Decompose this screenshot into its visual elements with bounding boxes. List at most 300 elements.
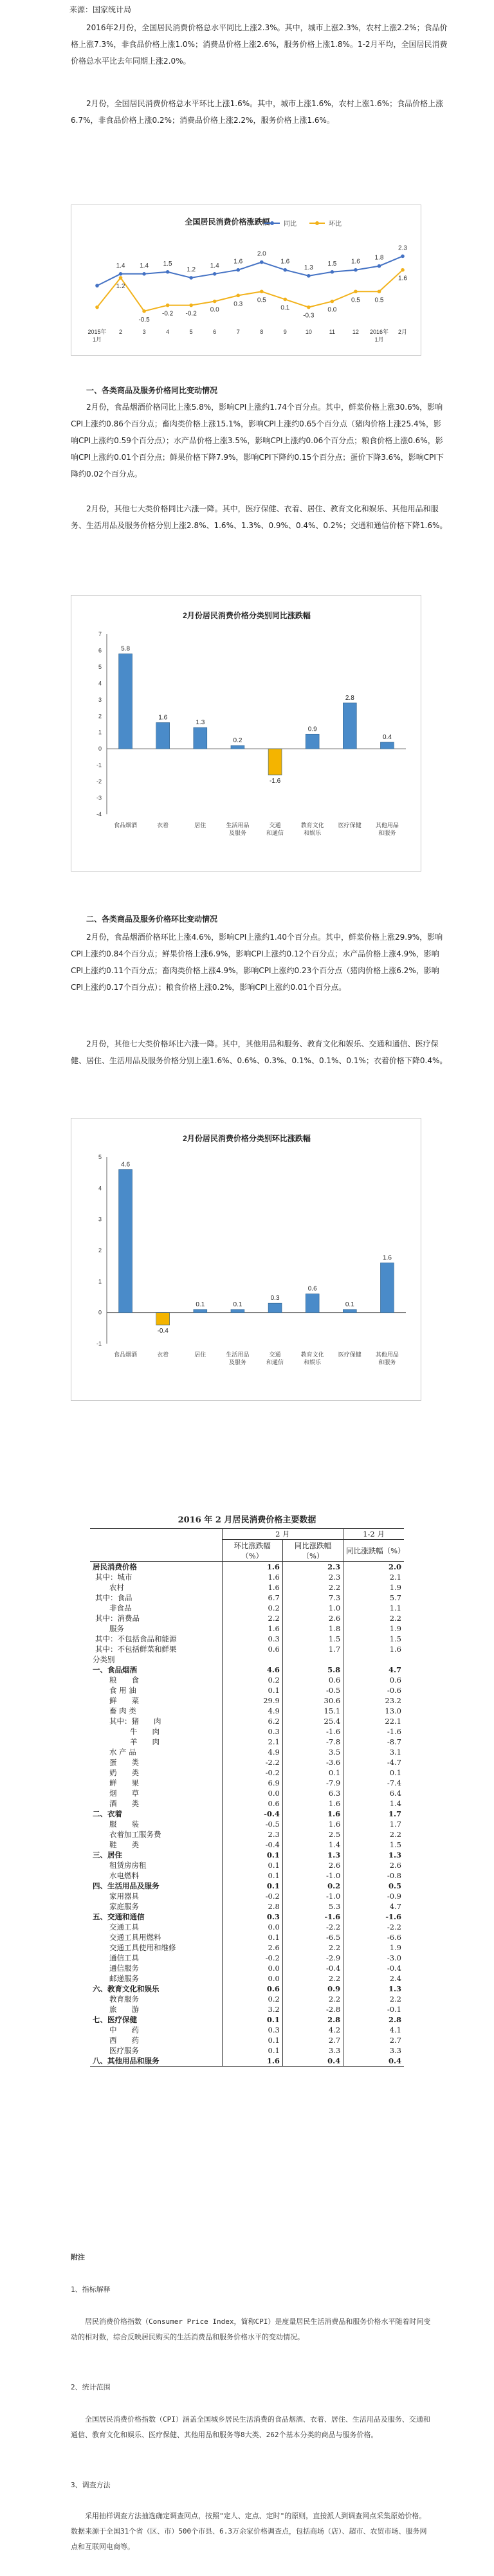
- table-row-label: 交通工具使用和维修: [109, 1943, 176, 1952]
- paragraph-yoy-other: 2月份，其他七大类价格同比六涨一降。其中，医疗保健、衣着、居住、教育文化和娱乐、其他用品和服务、生活用品及服务价格分别上涨2.8%、1.6%、1.3%、0.9%、0.4%、0.2%；交通和通信价格下降1.6%。: [71, 504, 448, 530]
- table-row-label: 西 药: [109, 2036, 139, 2045]
- y-tick-label: 0: [98, 1309, 102, 1316]
- y-tick-label: 2: [98, 1247, 102, 1254]
- table-cell: 2.2: [282, 1973, 343, 1984]
- data-label: 1.8: [374, 254, 384, 262]
- paragraph-yoy-summary: 2016年2月份，全国居民消费价格总水平同比上涨2.3%。其中，城市上涨2.3%，农村上涨2.2%；食品价格上涨7.3%，非食品价格上涨1.0%；消费品价格上涨2.6%，服务价格上涨1.8%。1-2月平均，全国居民消费价格总水平比去年同期上涨2.0%。: [71, 23, 448, 66]
- table-cell: -0.8: [343, 1870, 404, 1881]
- y-tick-label: -4: [96, 811, 102, 818]
- x-tick-label: 及服务: [228, 830, 246, 836]
- legend-label: 环比: [329, 221, 342, 228]
- x-tick-label: 9: [283, 329, 287, 335]
- x-tick-label: 3: [142, 329, 146, 335]
- data-label: 0.9: [307, 726, 317, 733]
- table-row-label: 酒 类: [109, 1799, 139, 1808]
- table-row: [90, 1623, 404, 1634]
- table-cell: 0.3: [222, 1726, 282, 1737]
- table-row-label: 食 用 油: [109, 1686, 136, 1695]
- table-row: [90, 1603, 404, 1613]
- table-cell: 2.6: [343, 1860, 404, 1870]
- table-row-label: 四、生活用品及服务: [93, 1881, 160, 1890]
- y-tick-label: 3: [98, 1216, 102, 1223]
- table-cell: 3.3: [282, 2045, 343, 2056]
- table-cell: 1.4: [282, 1840, 343, 1850]
- data-point: [166, 304, 170, 307]
- table-cell: 2.7: [282, 2035, 343, 2045]
- x-tick-label: 其他用品: [375, 822, 399, 828]
- table-row-label: 分类别: [93, 1655, 115, 1664]
- table-row: [90, 1881, 404, 1891]
- table-cell: -2.2: [282, 1922, 343, 1932]
- table-row: [90, 2056, 404, 2067]
- x-tick-label: 食品烟酒: [114, 822, 138, 828]
- table-row: [90, 1654, 404, 1665]
- table-title: 2016 年 2 月居民消费价格主要数据: [178, 1515, 316, 1525]
- x-tick-label: 交通: [269, 822, 281, 828]
- x-tick-label: 其他用品: [375, 1351, 399, 1358]
- table-cell: 2.2: [282, 1582, 343, 1593]
- x-tick-label: 和服务: [378, 830, 396, 836]
- table-cell: 0.1: [222, 2014, 282, 2025]
- data-label: 1.5: [327, 260, 337, 268]
- table-cell: 13.0: [343, 1706, 404, 1716]
- x-tick-label: 2015年: [87, 329, 107, 335]
- table-cell: 1.9: [343, 1623, 404, 1634]
- bar-chart-yoy: [71, 595, 421, 872]
- table-cell: 1.7: [282, 1644, 343, 1654]
- data-point: [142, 272, 146, 276]
- y-tick-label: 1: [98, 1278, 102, 1285]
- x-tick-label: 教育文化: [300, 822, 324, 828]
- table-cell: 7.3: [282, 1593, 343, 1603]
- table-cell: 2.7: [343, 2035, 404, 2045]
- table-row-label: 水电燃料: [109, 1871, 139, 1880]
- table-cell: 5.3: [282, 1901, 343, 1912]
- data-point: [401, 255, 405, 259]
- table-row-label: 奶 类: [109, 1768, 139, 1777]
- appendix-text-1: 居民消费价格指数（Consumer Price Index，简称CPI）是度量居民生活消费品和服务价格水平随着时间变动的相对数，综合反映居民购买的生活消费品和服务价格水平的变动情况。: [71, 2317, 431, 2341]
- table-cell: 1.6: [282, 1819, 343, 1829]
- data-label: 1.6: [280, 258, 290, 266]
- table-row-label: 其中：不包括食品和能源: [95, 1634, 177, 1643]
- table-cell: -1.0: [282, 1891, 343, 1901]
- table-row-label: 牛 肉: [130, 1727, 160, 1736]
- data-point: [284, 268, 288, 272]
- data-point: [236, 294, 240, 298]
- bar: [194, 727, 207, 749]
- data-label: 0.3: [233, 300, 243, 308]
- x-tick-label: 生活用品: [226, 1351, 250, 1358]
- data-label: -0.5: [138, 316, 150, 324]
- table-row: [90, 1994, 404, 2004]
- section-heading-yoy: 一、各类商品及服务价格同比变动情况: [86, 386, 218, 395]
- table-row: [90, 2025, 404, 2035]
- data-label: 1.4: [140, 262, 149, 269]
- table-cell: 4.7: [343, 1665, 404, 1675]
- data-point: [260, 260, 264, 264]
- data-label: 1.2: [187, 266, 196, 273]
- table-row-label: 旅 游: [109, 2005, 139, 2014]
- table-cell: 0.1: [222, 1850, 282, 1860]
- data-label: 0.5: [257, 297, 266, 304]
- x-tick-label: 衣着: [157, 822, 169, 828]
- table-cell: -7.4: [343, 1778, 404, 1788]
- table-cell: -0.4: [282, 1963, 343, 1973]
- bar: [343, 1310, 356, 1313]
- data-label: 0.5: [374, 297, 384, 304]
- legend-marker: [270, 221, 274, 225]
- table-row-label: 鲜 菜: [109, 1696, 139, 1705]
- table-cell: -1.6: [282, 1726, 343, 1737]
- table-cell: 0.2: [222, 1603, 282, 1613]
- table-row: [90, 1850, 404, 1860]
- bar: [306, 1294, 319, 1313]
- table-row: [90, 1675, 404, 1685]
- table-cell: 1.0: [282, 1603, 343, 1613]
- y-tick-label: 3: [98, 696, 102, 703]
- data-point: [119, 272, 123, 276]
- table-row: [90, 1644, 404, 1654]
- data-point: [307, 274, 311, 278]
- data-label: 1.6: [351, 258, 360, 266]
- table-cell: 0.4: [282, 2056, 343, 2067]
- data-label: 1.3: [196, 719, 205, 727]
- table-cell: 1.5: [343, 1840, 404, 1850]
- table-cell: 0.0: [222, 1963, 282, 1973]
- table-cell: 1.1: [343, 1603, 404, 1613]
- table-row: [90, 2004, 404, 2014]
- table-cell: 1.7: [343, 1809, 404, 1819]
- data-point: [189, 304, 193, 307]
- table-cell: 0.6: [222, 1798, 282, 1809]
- table-cell: 25.4: [282, 1716, 343, 1726]
- table-row: [90, 2045, 404, 2056]
- chart-title: 2月份居民消费价格分类别环比涨跌幅: [183, 1134, 311, 1143]
- table-cell: 2.8: [282, 2014, 343, 2025]
- table-row-label: 通信工具: [109, 1953, 139, 1962]
- table-row: [90, 1685, 404, 1695]
- table-row-label: 交通工具: [109, 1923, 139, 1932]
- table-cell: 2.6: [222, 1942, 282, 1953]
- table-row-label: 其中：不包括鲜菜和鲜果: [95, 1645, 177, 1654]
- x-tick-label: 医疗保健: [338, 1351, 361, 1358]
- x-tick-label: 交通: [269, 1351, 281, 1358]
- table-cell: -0.4: [222, 1809, 282, 1819]
- table-cell: 0.6: [343, 1675, 404, 1685]
- x-tick-label: 食品烟酒: [114, 1351, 138, 1358]
- data-point: [354, 289, 358, 293]
- table-row: [90, 1963, 404, 1973]
- y-tick-label: 5: [98, 663, 102, 670]
- data-point: [331, 300, 334, 304]
- bar-chart-mom: [71, 1118, 421, 1401]
- table-row: [90, 1922, 404, 1932]
- x-tick-label: 2: [119, 329, 123, 335]
- table-row-label: 家庭服务: [109, 1902, 139, 1911]
- table-row: [90, 2014, 404, 2025]
- data-label: 0.0: [210, 306, 219, 314]
- table-cell: 2.8: [343, 2014, 404, 2025]
- table-row: [90, 1716, 404, 1726]
- table-cell: 2.4: [343, 1973, 404, 1984]
- table-cell: 2.2: [282, 1994, 343, 2004]
- table-cell: 1.5: [343, 1634, 404, 1644]
- bar: [231, 745, 244, 749]
- table-cell: -0.5: [222, 1819, 282, 1829]
- data-label: 1.5: [163, 260, 172, 268]
- y-tick-label: 4: [98, 1185, 102, 1192]
- bar: [119, 1169, 133, 1312]
- table-cell: 5.8: [282, 1665, 343, 1675]
- table-row: [90, 1757, 404, 1768]
- table-row-label: 农村: [109, 1583, 124, 1592]
- table-row-label: 七、医疗保健: [93, 2015, 137, 2024]
- table-cell: 1.6: [222, 1623, 282, 1634]
- table-row-label: 畜 肉 类: [109, 1706, 136, 1715]
- data-label: 1.6: [158, 714, 168, 722]
- table-row: [90, 1829, 404, 1840]
- table-row: [90, 1768, 404, 1778]
- data-label: 0.6: [307, 1285, 317, 1293]
- table-cell: 5.7: [343, 1593, 404, 1603]
- table-row-label: 鞋 类: [109, 1840, 139, 1849]
- bar: [156, 1313, 170, 1325]
- data-label: -1.6: [269, 777, 281, 785]
- table-cell: 22.1: [343, 1716, 404, 1726]
- table-row: [90, 1809, 404, 1819]
- table-cell: 1.9: [343, 1942, 404, 1953]
- table-row-label: 二、衣着: [93, 1809, 122, 1818]
- table-row-label: 教育服务: [109, 1995, 139, 2004]
- table-row-label: 粮 食: [109, 1676, 139, 1685]
- table-cell: 23.2: [343, 1695, 404, 1706]
- chart-title: 全国居民消费价格涨跌幅: [185, 217, 270, 226]
- table-cell: 0.0: [222, 1788, 282, 1798]
- table-cell: 1.3: [343, 1984, 404, 1994]
- x-tick-label: 衣着: [157, 1351, 169, 1358]
- data-label: -0.2: [161, 310, 174, 318]
- x-tick-label: 和通信: [266, 830, 284, 836]
- table-cell: -2.8: [282, 2004, 343, 2014]
- appendix-h1: 1、指标解释: [71, 2285, 111, 2294]
- table-cell: 4.7: [343, 1901, 404, 1912]
- bar-chart-mom-svg: [71, 1119, 422, 1402]
- x-tick-label: 5: [189, 329, 193, 335]
- appendix-h3: 3、调查方法: [71, 2481, 111, 2489]
- data-point: [378, 289, 381, 293]
- table-cell: 0.1: [222, 2035, 282, 2045]
- table-row: [90, 1942, 404, 1953]
- x-tick-label: 2016年: [369, 329, 389, 335]
- x-tick-label: 生活用品: [226, 822, 250, 828]
- y-tick-label: -3: [96, 794, 102, 801]
- x-tick-label: 10: [305, 329, 312, 335]
- table-cell: -3.0: [343, 1953, 404, 1963]
- table-cell: 0.1: [222, 1870, 282, 1881]
- table-row: [90, 1973, 404, 1984]
- x-tick-label: 2月: [398, 329, 408, 335]
- data-label: 2.8: [345, 694, 354, 702]
- table-cell: [343, 1654, 404, 1665]
- table-cell: 0.1: [343, 1768, 404, 1778]
- table-row-label: 鲜 果: [109, 1778, 139, 1787]
- table-body: [90, 1562, 404, 2067]
- table-row: [90, 1891, 404, 1901]
- table-cell: 6.2: [222, 1716, 282, 1726]
- bar-chart-yoy-svg: [71, 596, 422, 872]
- table-row-label: 羊 肉: [130, 1737, 160, 1746]
- table-cell: -0.4: [222, 1840, 282, 1850]
- appendix-text-3: 采用抽样调查方法抽选确定调查网点，按照"定人、定点、定时"的原则，直接派人到调查网点采集原始价格。数据来源于全国31个省（区、市）500个市县、6.3万余家价格调查点，包括商场（店）、超市、农贸市场、服务网点和互联网电商等。: [71, 2512, 427, 2551]
- table-row: [90, 1706, 404, 1716]
- table-cell: 2.3: [222, 1829, 282, 1840]
- table-col-yoy-cum: 同比涨跌幅（%）: [343, 1540, 404, 1562]
- table-cell: 0.4: [343, 2056, 404, 2067]
- bar: [380, 1263, 394, 1312]
- table-cell: 1.6: [222, 1572, 282, 1582]
- data-label: 0.2: [233, 737, 242, 745]
- data-label: -0.3: [303, 312, 315, 320]
- x-tick-label: 4: [166, 329, 170, 335]
- table-row-label: 六、教育文化和娱乐: [93, 1984, 160, 1993]
- x-tick-label: 和娱乐: [304, 1359, 322, 1366]
- table-cell: 1.6: [282, 1798, 343, 1809]
- table-row: [90, 1695, 404, 1706]
- data-label: 1.2: [116, 282, 125, 290]
- data-point: [378, 264, 381, 268]
- table-cell: 29.9: [222, 1695, 282, 1706]
- table-cell: -0.2: [222, 1953, 282, 1963]
- data-label: 0.4: [382, 734, 392, 741]
- table-cell: 0.0: [222, 1922, 282, 1932]
- data-point: [142, 309, 146, 313]
- x-tick-label: 1月: [92, 336, 102, 343]
- table-cell: -6.5: [282, 1932, 343, 1942]
- source-line: 来源：国家统计局: [69, 5, 132, 14]
- table-cell: -0.9: [343, 1891, 404, 1901]
- table-row-label: 八、其他用品和服务: [90, 2056, 222, 2067]
- table-row: [90, 1737, 404, 1747]
- table-cell: 1.6: [343, 1644, 404, 1654]
- table-row: [90, 1634, 404, 1644]
- table-cell: 1.3: [343, 1850, 404, 1860]
- table-row: [90, 1582, 404, 1593]
- data-label: 1.4: [116, 262, 125, 269]
- data-label: 4.6: [121, 1161, 131, 1169]
- data-label: -0.4: [157, 1328, 169, 1335]
- table-cell: 3.1: [343, 1747, 404, 1757]
- table-cell: 4.9: [222, 1747, 282, 1757]
- table-cell: -1.6: [343, 1726, 404, 1737]
- appendix-text-2: 全国居民消费价格指数（CPI）涵盖全国城乡居民生活消费的食品烟酒、衣着、居住、生活用品及服务、交通和通信、教育文化和娱乐、医疗保健、其他用品和服务等8大类、262个基本分类的商品与服务价格。: [71, 2415, 430, 2439]
- x-tick-label: 7: [236, 329, 240, 335]
- x-tick-label: 教育文化: [300, 1351, 324, 1358]
- table-row: [90, 1562, 404, 1573]
- table-cell: 2.2: [343, 1829, 404, 1840]
- data-point: [189, 276, 193, 280]
- line-chart-svg: [71, 205, 422, 356]
- table-row: [90, 1798, 404, 1809]
- table-cell: 1.6: [222, 1582, 282, 1593]
- bar: [156, 722, 170, 749]
- x-tick-label: 居住: [194, 1351, 206, 1358]
- table-cell: 0.1: [282, 1768, 343, 1778]
- table-cell: 0.3: [222, 1912, 282, 1922]
- table-row: [90, 1788, 404, 1798]
- table-cell: -0.4: [343, 1963, 404, 1973]
- table-cell: -7.8: [282, 1737, 343, 1747]
- y-tick-label: 2: [98, 713, 102, 720]
- table-cell: 0.3: [222, 2025, 282, 2035]
- table-row: [90, 1593, 404, 1603]
- paragraph-mom-summary: 2月份，全国居民消费价格总水平环比上涨1.6%。其中，城市上涨1.6%，农村上涨1.6%；食品价格上涨6.7%，非食品价格上涨0.2%；消费品价格上涨2.2%，服务价格上涨1.6%。: [71, 99, 444, 125]
- table-row-label: 一、食品烟酒: [93, 1665, 137, 1674]
- table-cell: 0.1: [222, 1881, 282, 1891]
- table-row-label: 其中：消费品: [95, 1614, 140, 1623]
- table-row-label: 家用器具: [109, 1892, 139, 1901]
- table-row: [90, 1870, 404, 1881]
- table-row-label: 服 装: [109, 1820, 139, 1829]
- table-col-mom: 环比涨跌幅（%）: [222, 1540, 282, 1562]
- table-cell: 6.7: [222, 1593, 282, 1603]
- appendix-heading: 附注: [71, 2253, 85, 2261]
- x-tick-label: 医疗保健: [338, 822, 361, 828]
- table-cell: -4.7: [343, 1757, 404, 1768]
- table-cell: 0.0: [222, 1973, 282, 1984]
- table-cell: 0.2: [222, 1994, 282, 2004]
- table-cell: 3.2: [222, 2004, 282, 2014]
- data-point: [213, 300, 217, 304]
- table-group-janfeb: 1-2 月: [343, 1529, 404, 1540]
- y-tick-label: -1: [96, 1340, 102, 1347]
- table-cell: 1.7: [343, 1819, 404, 1829]
- table-row-label: 蛋 类: [109, 1758, 139, 1767]
- table-cell: 1.8: [282, 1623, 343, 1634]
- table-row: [90, 1726, 404, 1737]
- chart-title: 2月份居民消费价格分类别同比涨跌幅: [183, 611, 311, 620]
- table-cell: 2.6: [282, 1860, 343, 1870]
- table-cell: 2.2: [343, 1613, 404, 1623]
- table-cell: [222, 1654, 282, 1665]
- legend-marker: [315, 221, 319, 225]
- data-label: 1.6: [382, 1254, 392, 1262]
- table-row: [90, 1860, 404, 1870]
- table-cell: 4.9: [222, 1706, 282, 1716]
- paragraph-mom-food: 2月份，食品烟酒价格环比上涨4.6%，影响CPI上涨约1.40个百分点。其中，鲜菜价格上涨29.9%，影响CPI上涨约0.84个百分点；鲜果价格上涨6.9%，影响CPI上涨约0.12个百分点；水产品价格上涨4.9%，影响CPI上涨约0.11个百分点；畜肉类价格上涨4.9%，影响CPI上涨约0.23个百分点（猪肉价格上涨6.2%，影响CPI上涨约0.17个百分点）；粮食价格上涨0.2%，影响CPI上涨约0.01个百分点。: [71, 933, 443, 992]
- table-cell: -7.9: [282, 1778, 343, 1788]
- table-cell: 1.3: [282, 1850, 343, 1860]
- y-tick-label: 0: [98, 745, 102, 753]
- data-point: [307, 306, 311, 309]
- table-cell: 1.6: [222, 2056, 282, 2067]
- data-point: [166, 270, 170, 274]
- table-cell: 0.1: [222, 1860, 282, 1870]
- cpi-data-table: [90, 1528, 404, 2067]
- data-label: 1.4: [210, 262, 219, 269]
- table-cell: 3.3: [343, 2045, 404, 2056]
- table-row: [90, 1932, 404, 1942]
- table-cell: 2.1: [343, 1572, 404, 1582]
- data-label: 0.1: [196, 1301, 205, 1308]
- table-row: [90, 1778, 404, 1788]
- section-heading-mom: 二、各类商品及服务价格环比变动情况: [86, 915, 218, 924]
- data-label: -0.2: [185, 310, 197, 318]
- table-row: [90, 1901, 404, 1912]
- x-tick-label: 12: [352, 329, 359, 335]
- x-tick-label: 居住: [194, 822, 206, 828]
- data-point: [119, 276, 123, 280]
- table-cell: -2.2: [222, 1757, 282, 1768]
